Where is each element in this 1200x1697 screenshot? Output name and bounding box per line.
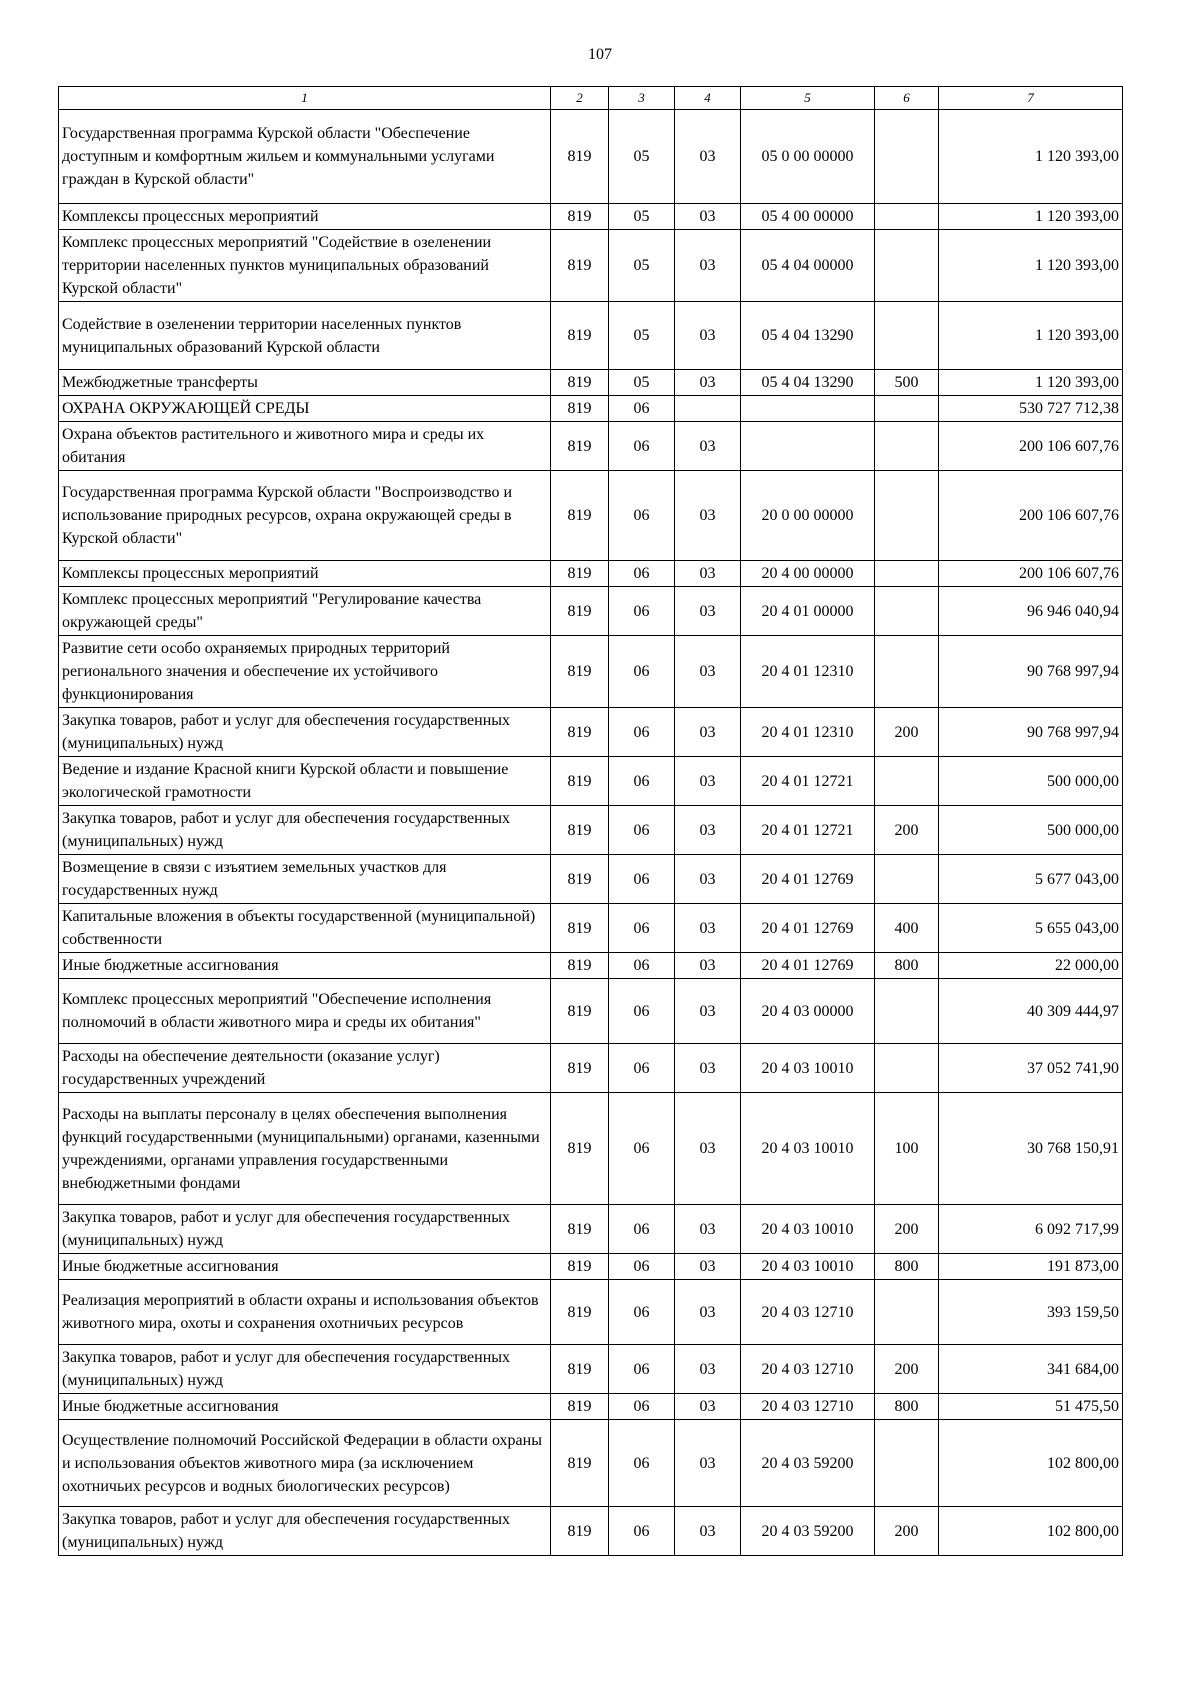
amount-cell: 200 106 607,76 bbox=[939, 422, 1123, 471]
target-article-cell: 20 0 00 00000 bbox=[741, 471, 875, 561]
table-row bbox=[59, 904, 1123, 953]
grbs-code-cell: 819 bbox=[551, 302, 609, 370]
section-code-cell: 05 bbox=[609, 110, 675, 204]
grbs-code-cell: 819 bbox=[551, 1044, 609, 1093]
expense-type-cell bbox=[875, 1044, 939, 1093]
row-name-cell: Охрана объектов растительного и животного мира и среды их обитания bbox=[59, 422, 551, 471]
row-name-cell: Расходы на выплаты персоналу в целях обеспечения выполнения функций государственными (муниципальными) органами, казенными учреждениями, органами управления государственными внебюджетными фондами bbox=[59, 1093, 551, 1205]
amount-cell: 1 120 393,00 bbox=[939, 204, 1123, 230]
row-name-cell: Межбюджетные трансферты bbox=[59, 370, 551, 396]
table-row bbox=[59, 1044, 1123, 1093]
target-article-cell: 05 0 00 00000 bbox=[741, 110, 875, 204]
grbs-code-cell: 819 bbox=[551, 1394, 609, 1420]
grbs-code-cell: 819 bbox=[551, 1420, 609, 1507]
amount-cell: 1 120 393,00 bbox=[939, 302, 1123, 370]
target-article-cell: 20 4 03 10010 bbox=[741, 1044, 875, 1093]
row-name-cell: Ведение и издание Красной книги Курской области и повышение экологической грамотности bbox=[59, 757, 551, 806]
expense-type-cell bbox=[875, 1280, 939, 1345]
target-article-cell: 05 4 00 00000 bbox=[741, 204, 875, 230]
subsection-code-cell: 03 bbox=[675, 302, 741, 370]
expense-type-cell bbox=[875, 302, 939, 370]
section-code-cell: 06 bbox=[609, 1420, 675, 1507]
amount-cell: 90 768 997,94 bbox=[939, 636, 1123, 708]
target-article-cell: 05 4 04 13290 bbox=[741, 370, 875, 396]
section-code-cell: 05 bbox=[609, 370, 675, 396]
grbs-code-cell: 819 bbox=[551, 1254, 609, 1280]
expense-type-cell bbox=[875, 636, 939, 708]
amount-cell: 51 475,50 bbox=[939, 1394, 1123, 1420]
subsection-code-cell: 03 bbox=[675, 230, 741, 302]
subsection-code-cell: 03 bbox=[675, 422, 741, 471]
table-row bbox=[59, 370, 1123, 396]
table-row bbox=[59, 1093, 1123, 1205]
amount-cell: 1 120 393,00 bbox=[939, 370, 1123, 396]
row-name-cell: Закупка товаров, работ и услуг для обеспечения государственных (муниципальных) нужд bbox=[59, 1507, 551, 1556]
subsection-code-cell: 03 bbox=[675, 561, 741, 587]
amount-cell: 96 946 040,94 bbox=[939, 587, 1123, 636]
table-row bbox=[59, 1394, 1123, 1420]
amount-cell: 5 655 043,00 bbox=[939, 904, 1123, 953]
amount-cell: 1 120 393,00 bbox=[939, 230, 1123, 302]
subsection-code-cell: 03 bbox=[675, 370, 741, 396]
subsection-code-cell: 03 bbox=[675, 953, 741, 979]
column-header: 5 bbox=[741, 87, 875, 110]
section-code-cell: 06 bbox=[609, 1394, 675, 1420]
column-header: 3 bbox=[609, 87, 675, 110]
subsection-code-cell: 03 bbox=[675, 204, 741, 230]
target-article-cell: 20 4 01 12721 bbox=[741, 806, 875, 855]
expense-type-cell: 400 bbox=[875, 904, 939, 953]
expense-type-cell: 200 bbox=[875, 708, 939, 757]
target-article-cell: 20 4 01 00000 bbox=[741, 587, 875, 636]
table-row bbox=[59, 636, 1123, 708]
grbs-code-cell: 819 bbox=[551, 422, 609, 471]
section-code-cell: 06 bbox=[609, 1507, 675, 1556]
target-article-cell bbox=[741, 422, 875, 471]
column-header: 7 bbox=[939, 87, 1123, 110]
amount-cell: 90 768 997,94 bbox=[939, 708, 1123, 757]
row-name-cell: Закупка товаров, работ и услуг для обеспечения государственных (муниципальных) нужд bbox=[59, 1345, 551, 1394]
section-code-cell: 06 bbox=[609, 855, 675, 904]
amount-cell: 102 800,00 bbox=[939, 1420, 1123, 1507]
expense-type-cell bbox=[875, 396, 939, 422]
table-row bbox=[59, 471, 1123, 561]
table-row bbox=[59, 204, 1123, 230]
target-article-cell: 20 4 03 10010 bbox=[741, 1205, 875, 1254]
expense-type-cell bbox=[875, 855, 939, 904]
amount-cell: 22 000,00 bbox=[939, 953, 1123, 979]
expense-type-cell bbox=[875, 204, 939, 230]
target-article-cell: 20 4 01 12769 bbox=[741, 904, 875, 953]
grbs-code-cell: 819 bbox=[551, 370, 609, 396]
amount-cell: 191 873,00 bbox=[939, 1254, 1123, 1280]
table-row bbox=[59, 806, 1123, 855]
grbs-code-cell: 819 bbox=[551, 1345, 609, 1394]
grbs-code-cell: 819 bbox=[551, 1093, 609, 1205]
section-code-cell: 06 bbox=[609, 1254, 675, 1280]
grbs-code-cell: 819 bbox=[551, 561, 609, 587]
expense-type-cell: 800 bbox=[875, 953, 939, 979]
subsection-code-cell bbox=[675, 396, 741, 422]
row-name-cell: Иные бюджетные ассигнования bbox=[59, 953, 551, 979]
target-article-cell: 20 4 03 10010 bbox=[741, 1093, 875, 1205]
section-code-cell: 06 bbox=[609, 1280, 675, 1345]
section-code-cell: 05 bbox=[609, 204, 675, 230]
table-row bbox=[59, 110, 1123, 204]
amount-cell: 500 000,00 bbox=[939, 757, 1123, 806]
row-name-cell: Комплекс процессных мероприятий "Обеспечение исполнения полномочий в области животного мира и среды их обитания" bbox=[59, 979, 551, 1044]
subsection-code-cell: 03 bbox=[675, 979, 741, 1044]
target-article-cell: 20 4 03 12710 bbox=[741, 1280, 875, 1345]
table-row bbox=[59, 1205, 1123, 1254]
expense-type-cell bbox=[875, 471, 939, 561]
section-code-cell: 06 bbox=[609, 1345, 675, 1394]
table-row bbox=[59, 1254, 1123, 1280]
section-code-cell: 06 bbox=[609, 1093, 675, 1205]
target-article-cell: 20 4 01 12310 bbox=[741, 636, 875, 708]
target-article-cell: 20 4 03 59200 bbox=[741, 1507, 875, 1556]
amount-cell: 200 106 607,76 bbox=[939, 471, 1123, 561]
subsection-code-cell: 03 bbox=[675, 855, 741, 904]
subsection-code-cell: 03 bbox=[675, 1280, 741, 1345]
target-article-cell: 20 4 01 12769 bbox=[741, 855, 875, 904]
subsection-code-cell: 03 bbox=[675, 1394, 741, 1420]
target-article-cell: 20 4 03 10010 bbox=[741, 1254, 875, 1280]
target-article-cell: 05 4 04 00000 bbox=[741, 230, 875, 302]
expense-type-cell: 500 bbox=[875, 370, 939, 396]
amount-cell: 30 768 150,91 bbox=[939, 1093, 1123, 1205]
amount-cell: 530 727 712,38 bbox=[939, 396, 1123, 422]
row-name-cell: Государственная программа Курской области "Обеспечение доступным и комфортным жильем и коммунальными услугами граждан в Курской области" bbox=[59, 110, 551, 204]
subsection-code-cell: 03 bbox=[675, 636, 741, 708]
section-code-cell: 06 bbox=[609, 953, 675, 979]
row-name-cell: Развитие сети особо охраняемых природных территорий регионального значения и обеспечение их устойчивого функционирования bbox=[59, 636, 551, 708]
grbs-code-cell: 819 bbox=[551, 230, 609, 302]
column-header: 6 bbox=[875, 87, 939, 110]
row-name-cell: Иные бюджетные ассигнования bbox=[59, 1394, 551, 1420]
grbs-code-cell: 819 bbox=[551, 1507, 609, 1556]
amount-cell: 1 120 393,00 bbox=[939, 110, 1123, 204]
section-code-cell: 06 bbox=[609, 636, 675, 708]
target-article-cell: 20 4 00 00000 bbox=[741, 561, 875, 587]
grbs-code-cell: 819 bbox=[551, 587, 609, 636]
target-article-cell: 20 4 03 12710 bbox=[741, 1345, 875, 1394]
section-code-cell: 06 bbox=[609, 806, 675, 855]
row-name-cell: Закупка товаров, работ и услуг для обеспечения государственных (муниципальных) нужд bbox=[59, 806, 551, 855]
row-name-cell: Комплексы процессных мероприятий bbox=[59, 561, 551, 587]
row-name-cell: Комплексы процессных мероприятий bbox=[59, 204, 551, 230]
table-row bbox=[59, 587, 1123, 636]
target-article-cell: 20 4 01 12769 bbox=[741, 953, 875, 979]
grbs-code-cell: 819 bbox=[551, 110, 609, 204]
budget-table bbox=[58, 86, 1123, 1556]
amount-cell: 500 000,00 bbox=[939, 806, 1123, 855]
subsection-code-cell: 03 bbox=[675, 806, 741, 855]
row-name-cell: Иные бюджетные ассигнования bbox=[59, 1254, 551, 1280]
expense-type-cell bbox=[875, 422, 939, 471]
subsection-code-cell: 03 bbox=[675, 904, 741, 953]
table-row bbox=[59, 855, 1123, 904]
subsection-code-cell: 03 bbox=[675, 1507, 741, 1556]
expense-type-cell bbox=[875, 230, 939, 302]
row-name-cell: Капитальные вложения в объекты государственной (муниципальной) собственности bbox=[59, 904, 551, 953]
section-code-cell: 06 bbox=[609, 708, 675, 757]
expense-type-cell bbox=[875, 561, 939, 587]
column-header: 1 bbox=[59, 87, 551, 110]
target-article-cell: 20 4 01 12310 bbox=[741, 708, 875, 757]
grbs-code-cell: 819 bbox=[551, 855, 609, 904]
row-name-cell: Возмещение в связи с изъятием земельных участков для государственных нужд bbox=[59, 855, 551, 904]
grbs-code-cell: 819 bbox=[551, 204, 609, 230]
table-row bbox=[59, 230, 1123, 302]
row-name-cell: ОХРАНА ОКРУЖАЮЩЕЙ СРЕДЫ bbox=[59, 396, 551, 422]
grbs-code-cell: 819 bbox=[551, 471, 609, 561]
section-code-cell: 06 bbox=[609, 396, 675, 422]
row-name-cell: Комплекс процессных мероприятий "Содействие в озеленении территории населенных пунктов муниципальных образований Курской области" bbox=[59, 230, 551, 302]
target-article-cell: 20 4 03 59200 bbox=[741, 1420, 875, 1507]
section-code-cell: 05 bbox=[609, 302, 675, 370]
section-code-cell: 06 bbox=[609, 1044, 675, 1093]
expense-type-cell bbox=[875, 587, 939, 636]
amount-cell: 200 106 607,76 bbox=[939, 561, 1123, 587]
table-row bbox=[59, 1280, 1123, 1345]
row-name-cell: Закупка товаров, работ и услуг для обеспечения государственных (муниципальных) нужд bbox=[59, 708, 551, 757]
table-row bbox=[59, 1420, 1123, 1507]
section-code-cell: 05 bbox=[609, 230, 675, 302]
table-row bbox=[59, 708, 1123, 757]
subsection-code-cell: 03 bbox=[675, 1420, 741, 1507]
grbs-code-cell: 819 bbox=[551, 904, 609, 953]
expense-type-cell bbox=[875, 979, 939, 1044]
subsection-code-cell: 03 bbox=[675, 1205, 741, 1254]
section-code-cell: 06 bbox=[609, 471, 675, 561]
row-name-cell: Содействие в озеленении территории населенных пунктов муниципальных образований Курской области bbox=[59, 302, 551, 370]
target-article-cell: 20 4 03 00000 bbox=[741, 979, 875, 1044]
row-name-cell: Расходы на обеспечение деятельности (оказание услуг) государственных учреждений bbox=[59, 1044, 551, 1093]
section-code-cell: 06 bbox=[609, 1205, 675, 1254]
expense-type-cell: 200 bbox=[875, 806, 939, 855]
section-code-cell: 06 bbox=[609, 904, 675, 953]
expense-type-cell bbox=[875, 1420, 939, 1507]
column-header: 2 bbox=[551, 87, 609, 110]
section-code-cell: 06 bbox=[609, 979, 675, 1044]
target-article-cell: 05 4 04 13290 bbox=[741, 302, 875, 370]
subsection-code-cell: 03 bbox=[675, 110, 741, 204]
column-number-header-row bbox=[59, 87, 1123, 110]
table-row bbox=[59, 422, 1123, 471]
subsection-code-cell: 03 bbox=[675, 587, 741, 636]
grbs-code-cell: 819 bbox=[551, 1280, 609, 1345]
grbs-code-cell: 819 bbox=[551, 708, 609, 757]
table-row bbox=[59, 302, 1123, 370]
grbs-code-cell: 819 bbox=[551, 953, 609, 979]
subsection-code-cell: 03 bbox=[675, 1345, 741, 1394]
target-article-cell: 20 4 03 12710 bbox=[741, 1394, 875, 1420]
amount-cell: 102 800,00 bbox=[939, 1507, 1123, 1556]
grbs-code-cell: 819 bbox=[551, 979, 609, 1044]
subsection-code-cell: 03 bbox=[675, 1093, 741, 1205]
amount-cell: 6 092 717,99 bbox=[939, 1205, 1123, 1254]
table-row bbox=[59, 757, 1123, 806]
row-name-cell: Осуществление полномочий Российской Федерации в области охраны и использования объектов животного мира (за исключением охотничьих ресурсов и водных биологических ресурсов) bbox=[59, 1420, 551, 1507]
amount-cell: 40 309 444,97 bbox=[939, 979, 1123, 1044]
section-code-cell: 06 bbox=[609, 757, 675, 806]
amount-cell: 5 677 043,00 bbox=[939, 855, 1123, 904]
subsection-code-cell: 03 bbox=[675, 1044, 741, 1093]
subsection-code-cell: 03 bbox=[675, 708, 741, 757]
column-header: 4 bbox=[675, 87, 741, 110]
expense-type-cell: 200 bbox=[875, 1205, 939, 1254]
table-row bbox=[59, 561, 1123, 587]
section-code-cell: 06 bbox=[609, 561, 675, 587]
subsection-code-cell: 03 bbox=[675, 757, 741, 806]
table-row bbox=[59, 953, 1123, 979]
expense-type-cell: 800 bbox=[875, 1394, 939, 1420]
table-row bbox=[59, 396, 1123, 422]
row-name-cell: Закупка товаров, работ и услуг для обеспечения государственных (муниципальных) нужд bbox=[59, 1205, 551, 1254]
grbs-code-cell: 819 bbox=[551, 1205, 609, 1254]
section-code-cell: 06 bbox=[609, 587, 675, 636]
grbs-code-cell: 819 bbox=[551, 806, 609, 855]
expense-type-cell bbox=[875, 110, 939, 204]
target-article-cell: 20 4 01 12721 bbox=[741, 757, 875, 806]
table-row bbox=[59, 979, 1123, 1044]
table-row bbox=[59, 1507, 1123, 1556]
expense-type-cell: 100 bbox=[875, 1093, 939, 1205]
expense-type-cell: 200 bbox=[875, 1507, 939, 1556]
page-number: 107 bbox=[588, 46, 612, 63]
expense-type-cell: 200 bbox=[875, 1345, 939, 1394]
row-name-cell: Комплекс процессных мероприятий "Регулирование качества окружающей среды" bbox=[59, 587, 551, 636]
amount-cell: 37 052 741,90 bbox=[939, 1044, 1123, 1093]
amount-cell: 393 159,50 bbox=[939, 1280, 1123, 1345]
amount-cell: 341 684,00 bbox=[939, 1345, 1123, 1394]
subsection-code-cell: 03 bbox=[675, 471, 741, 561]
grbs-code-cell: 819 bbox=[551, 757, 609, 806]
grbs-code-cell: 819 bbox=[551, 636, 609, 708]
row-name-cell: Реализация мероприятий в области охраны и использования объектов животного мира, охоты и сохранения охотничьих ресурсов bbox=[59, 1280, 551, 1345]
row-name-cell: Государственная программа Курской области "Воспроизводство и использование природных ресурсов, охрана окружающей среды в Курской области" bbox=[59, 471, 551, 561]
grbs-code-cell: 819 bbox=[551, 396, 609, 422]
section-code-cell: 06 bbox=[609, 422, 675, 471]
expense-type-cell: 800 bbox=[875, 1254, 939, 1280]
expense-type-cell bbox=[875, 757, 939, 806]
subsection-code-cell: 03 bbox=[675, 1254, 741, 1280]
table-row bbox=[59, 1345, 1123, 1394]
target-article-cell bbox=[741, 396, 875, 422]
